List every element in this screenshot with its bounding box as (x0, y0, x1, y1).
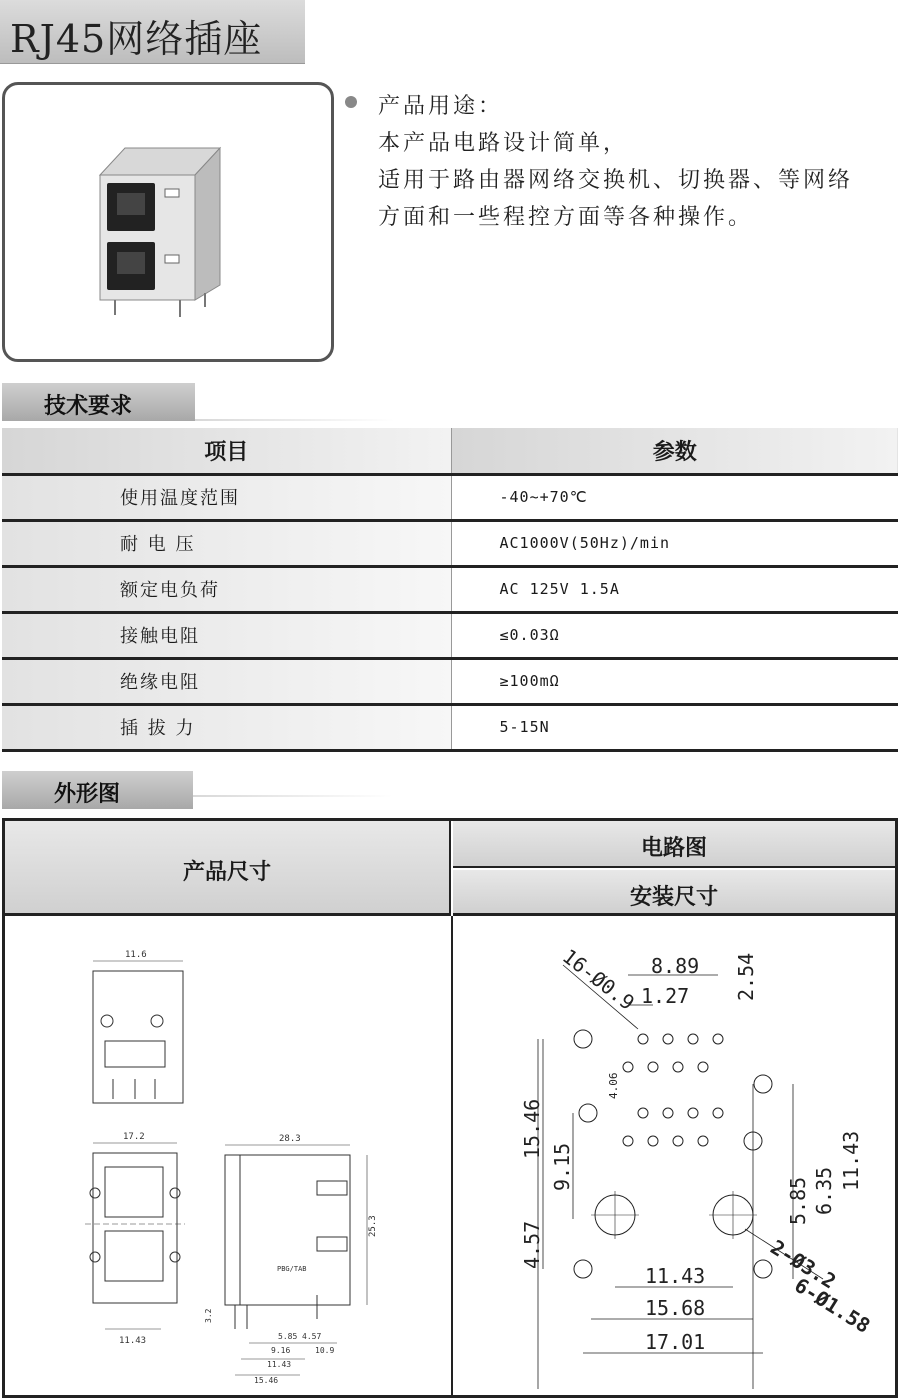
dim-label: 5.85 (786, 1176, 810, 1225)
dim-label: 28.3 (279, 1134, 301, 1144)
dim-label: 11.6 (125, 950, 147, 960)
spec-item: 额定电负荷 (2, 566, 451, 612)
spec-value: ≤0.03Ω (451, 612, 898, 658)
circuit-diagram-header: 电路图 (453, 821, 895, 868)
dim-label: 8.89 (651, 954, 700, 978)
usage-line: 适用于路由器网络交换机、切换器、等网络 (378, 168, 854, 193)
table-row (2, 704, 898, 750)
usage-lines (378, 88, 853, 236)
product-photo (5, 85, 331, 359)
spec-header-row (2, 428, 898, 474)
dim-label: 15.68 (645, 1296, 706, 1320)
product-dimensions-header: 产品尺寸 (5, 821, 451, 916)
dim-label: 6-Ø1.58 (790, 1272, 875, 1338)
table-row (2, 612, 898, 658)
spec-item: 接触电阻 (2, 612, 451, 658)
spec-header-value: 参数 (451, 428, 898, 474)
bullet-icon (345, 96, 357, 108)
spec-item: 耐 电 压 (2, 520, 451, 566)
dim-label: 25.3 (368, 1215, 378, 1237)
spec-value: ≥100mΩ (451, 658, 898, 704)
dim-label: 2.54 (734, 952, 758, 1001)
dim-label: 5.85 (278, 1332, 298, 1341)
mount-hole (754, 1075, 772, 1093)
dim-label: 10.9 (315, 1346, 335, 1355)
mounting-dimensions-header: 安装尺寸 (453, 870, 895, 916)
section-divider (193, 795, 393, 797)
dim-label: 11.43 (119, 1336, 147, 1346)
dim-label: 15.46 (254, 1376, 279, 1385)
dim-label: 4.57 (302, 1332, 322, 1341)
dim-label: 9.15 (550, 1142, 574, 1191)
usage-line: 方面和一些程控方面等各种操作。 (378, 205, 754, 230)
page-title: RJ45网络插座 (10, 17, 263, 61)
table-row (2, 520, 898, 566)
spec-item: 插 拔 力 (2, 704, 451, 750)
dim-label: 11.43 (839, 1130, 863, 1191)
spec-table (2, 428, 898, 752)
section-divider (195, 419, 395, 421)
mount-hole (754, 1260, 772, 1278)
dim-label: 2-Ø3.2 (766, 1234, 841, 1294)
pin-holes (623, 1034, 723, 1146)
dim-label: 15.46 (520, 1098, 544, 1159)
title-bar (0, 0, 305, 64)
mount-hole (579, 1104, 597, 1122)
drawing-section-title: 外形图 (2, 771, 193, 809)
table-row (2, 566, 898, 612)
dim-label: 11.43 (267, 1360, 292, 1369)
dim-label: 4.57 (520, 1220, 544, 1269)
dim-label: 1.27 (641, 984, 690, 1008)
spec-item: 使用温度范围 (2, 474, 451, 520)
dim-label: 9.16 (271, 1346, 291, 1355)
usage-line: 产品用途： (378, 94, 504, 119)
tag-label: PBG/TAB (277, 1265, 307, 1273)
dim-label: 4.06 (607, 1072, 620, 1099)
usage-line: 本产品电路设计简单， (378, 131, 629, 156)
mount-hole (574, 1260, 592, 1278)
table-row (2, 474, 898, 520)
dim-label: 11.43 (645, 1264, 706, 1288)
spec-value: -40~+70℃ (451, 474, 898, 520)
dim-label: 3.2 (204, 1308, 213, 1323)
spec-value: 5-15N (451, 704, 898, 750)
spec-value: AC 125V 1.5A (451, 566, 898, 612)
spec-header-item: 项目 (2, 428, 451, 474)
dim-label: 16-Ø0.9 (557, 944, 640, 1015)
dim-label: 6.35 (812, 1166, 836, 1215)
spec-section-title: 技术要求 (2, 383, 195, 421)
mount-hole (574, 1030, 592, 1048)
mounting-dimension-drawing (453, 919, 895, 1395)
drawings-panel (2, 818, 898, 1398)
table-row (2, 658, 898, 704)
dim-label: 17.01 (645, 1330, 706, 1354)
product-dimension-drawing (5, 919, 449, 1395)
spec-value: AC1000V(50Hz)/min (451, 520, 898, 566)
product-photo-frame (2, 82, 334, 362)
spec-item: 绝缘电阻 (2, 658, 451, 704)
dim-label: 17.2 (123, 1132, 145, 1142)
